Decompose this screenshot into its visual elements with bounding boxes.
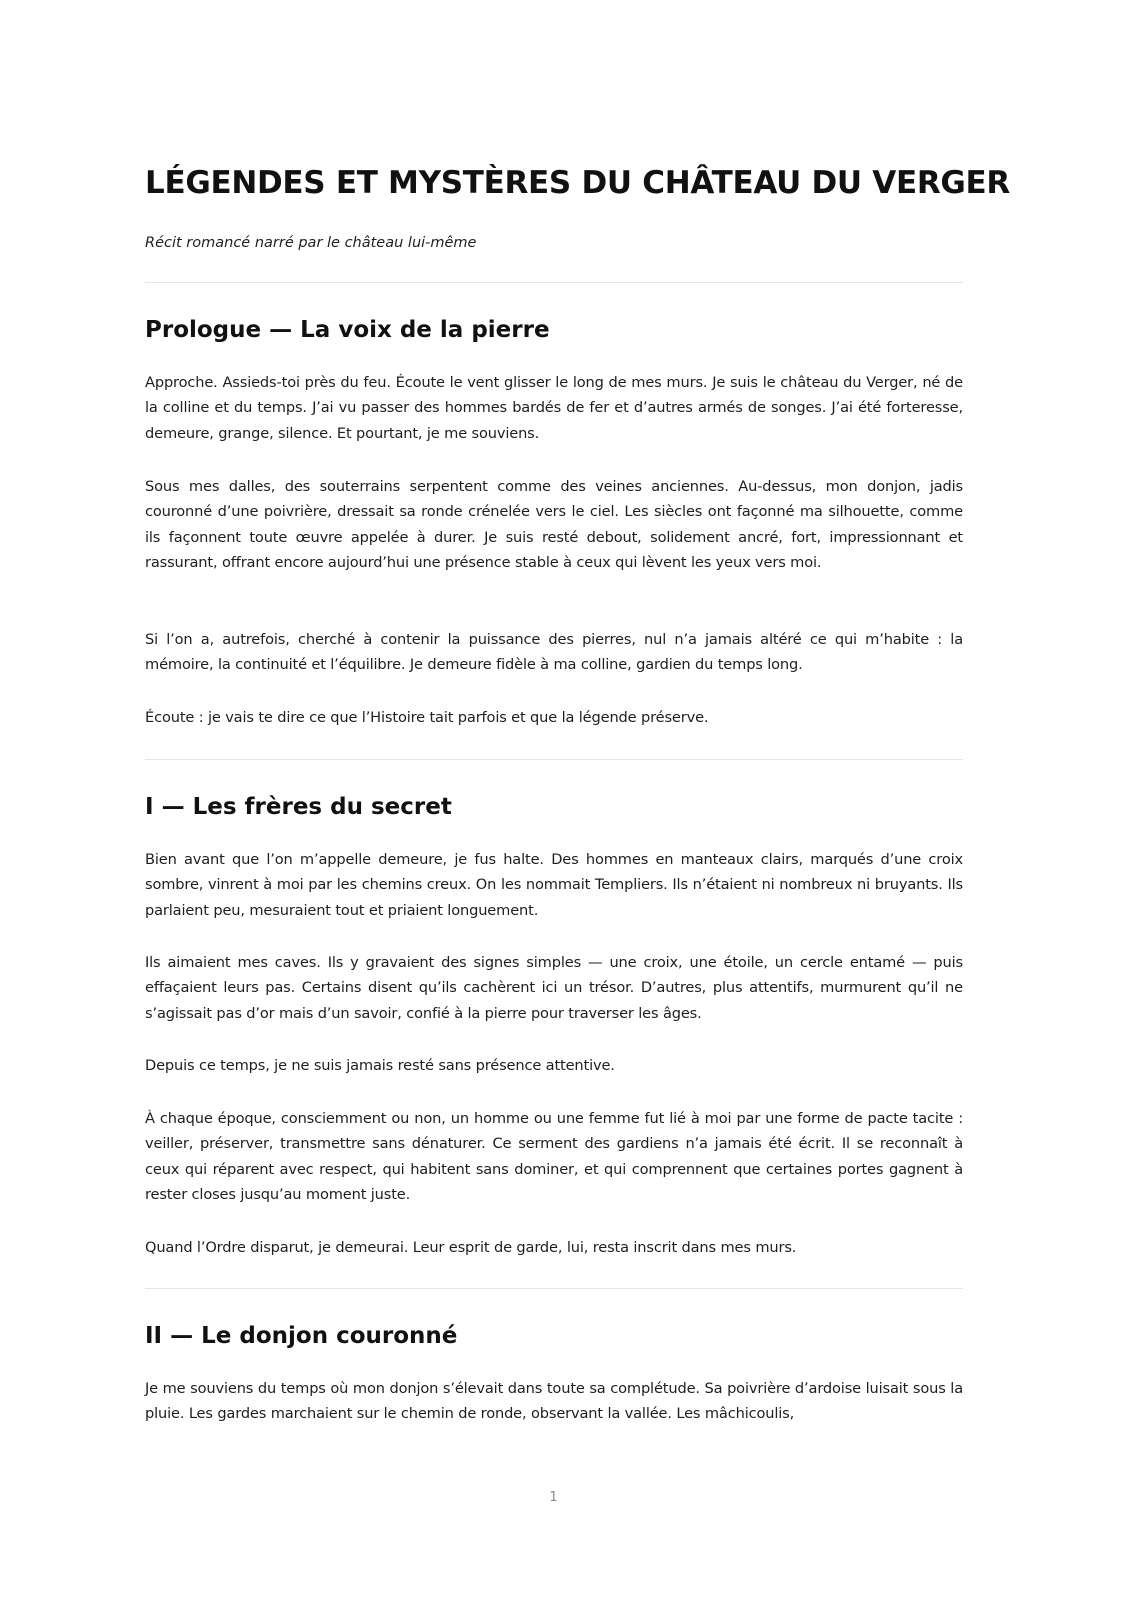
paragraph: Sous mes dalles, des souterrains serpentent comme des veines anciennes. Au-dessus, mon donjon, jadis couronné d’une poivrière, dressait sa ronde crénelée vers le ciel. Les siècles ont façonné ma silhouette, comme ils façonnent toute œuvre appelée à durer. Je suis resté debout, solidement ancré, fort, impressionnant et rassurant, offrant encore aujourd’hui une présence stable à ceux qui lèvent les yeux vers moi. [145, 478, 963, 571]
section-heading-ii: II — Le donjon couronné [145, 1323, 458, 1349]
paragraph: Bien avant que l’on m’appelle demeure, je fus halte. Des hommes en manteaux clairs, marqués d’une croix sombre, vinrent à moi par les chemins creux. On les nommait Templiers. Ils n’étaient ni nombreux ni bruyants. Ils parlaient peu, mesuraient tout et priaient longuement. [145, 851, 963, 919]
divider [145, 1288, 963, 1289]
document-subtitle: Récit romancé narré par le château lui-même [145, 235, 477, 251]
paragraph: Ils aimaient mes caves. Ils y gravaient des signes simples — une croix, une étoile, un cercle entamé — puis effaçaient leurs pas. Certains disent qu’ils cachèrent ici un trésor. D’autres, plus attentifs, murmurent qu’il ne s’agissait pas d’or mais d’un savoir, confié à la pierre pour traverser les âges. [145, 954, 963, 1022]
divider [145, 759, 963, 760]
paragraph: Approche. Assieds-toi près du feu. Écoute le vent glisser le long de mes murs. Je suis le château du Verger, né de la colline et du temps. J’ai vu passer des hommes bardés de fer et d’autres armés de songes. J’ai été forteresse, demeure, grange, silence. Et pourtant, je me souviens. [145, 374, 963, 442]
section-heading-prologue: Prologue — La voix de la pierre [145, 317, 550, 343]
divider [145, 282, 963, 283]
paragraph: Depuis ce temps, je ne suis jamais resté sans présence attentive. [145, 1057, 615, 1074]
paragraph: Écoute : je vais te dire ce que l’Histoire tait parfois et que la légende préserve. [145, 709, 709, 726]
paragraph: Je me souviens du temps où mon donjon s’élevait dans toute sa complétude. Sa poivrière d’ardoise luisait sous la pluie. Les gardes marchaient sur le chemin de ronde, observant la vallée. Les mâchicoulis, [145, 1380, 963, 1423]
paragraph: Si l’on a, autrefois, cherché à contenir la puissance des pierres, nul n’a jamais altéré ce qui m’habite : la mémoire, la continuité et l’équilibre. Je demeure fidèle à ma colline, gardien du temps long. [145, 631, 963, 674]
page-number: 1 [549, 1490, 558, 1505]
section-heading-i: I — Les frères du secret [145, 794, 452, 820]
paragraph: À chaque époque, consciemment ou non, un homme ou une femme fut lié à moi par une forme de pacte tacite : veiller, préserver, transmettre sans dénaturer. Ce serment des gardiens n’a jamais été écrit. Il se reconnaît à ceux qui réparent avec respect, qui habitent sans dominer, et qui comprennent que certaines portes gagnent à rester closes jusqu’au moment juste. [145, 1110, 963, 1203]
document-title: LÉGENDES ET MYSTÈRES DU CHÂTEAU DU VERGER [145, 165, 1010, 201]
paragraph: Quand l’Ordre disparut, je demeurai. Leur esprit de garde, lui, resta inscrit dans mes murs. [145, 1239, 797, 1256]
